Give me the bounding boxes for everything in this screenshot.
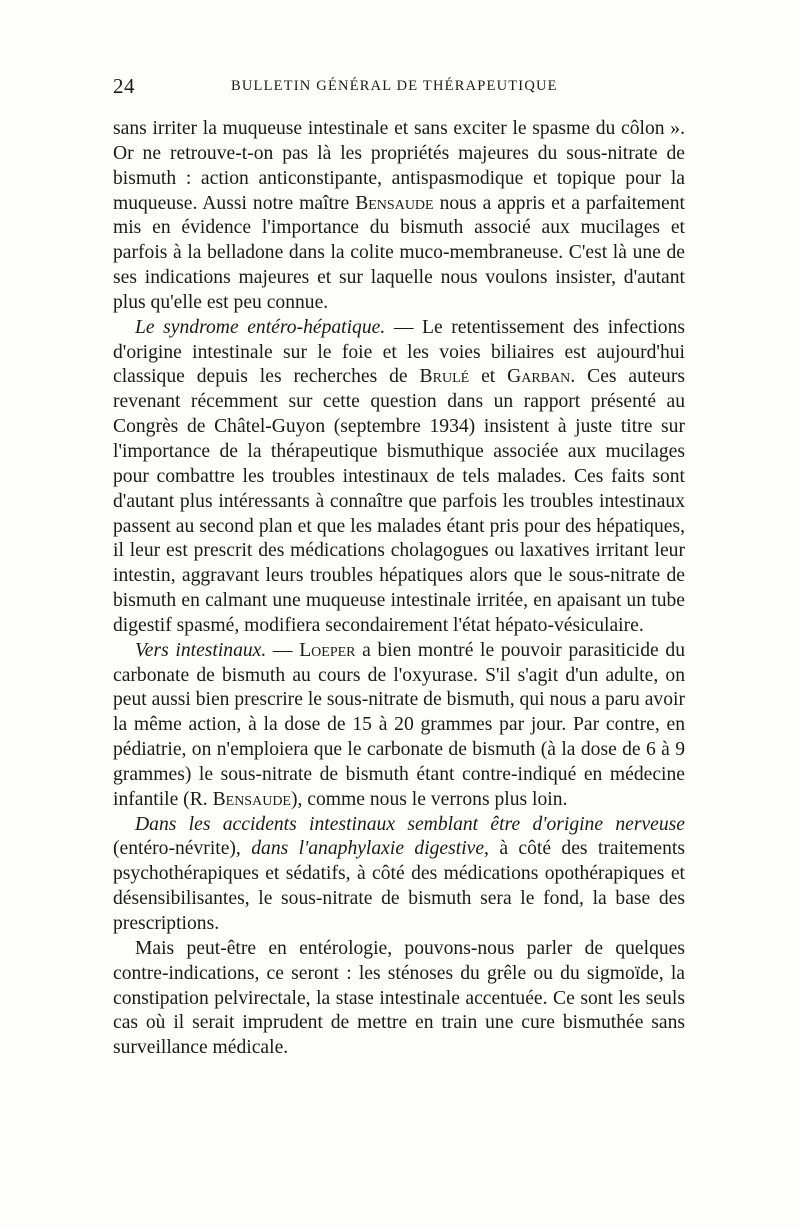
- section-title: Le syndrome entéro-hépatique.: [135, 316, 386, 338]
- author-name: Brulé: [419, 366, 470, 388]
- text-run: a bien montré le pouvoir parasiticide du carbonate de bismuth au cours de l'oxyurase. S'il s'agit d'un adulte, on peut aussi bien prescrire le sous-nitrate de bismuth, qui nous a paru avoir la même action, à la dose de 15 à 20 grammes par jour. Par contre, en pédiatrie, on n'emploiera que le carbonate de bismuth (à la dose de 6 à 9 grammes) le sous-nitrate de bismuth étant contre-indiqué en médecine infantile (R.: [113, 639, 685, 810]
- page-header: [113, 74, 683, 104]
- paragraph-accidents-nerveux: [113, 813, 685, 937]
- paragraph-contre-indications: [113, 937, 685, 1061]
- text-run: ), comme nous le verrons plus loin.: [290, 788, 568, 810]
- italic-phrase: dans l'anaphylaxie digestive: [251, 838, 485, 860]
- text-run: sans irriter la muqueuse intestinale et sans exciter le spasme du côlon ». Or ne retrouve-t-on pas là les propriétés majeures du sous-nitrate de bismuth : action anticonstipante, antispasmodique et topique pour la muqueuse. Aussi notre maître: [113, 118, 685, 214]
- author-name: Garban: [507, 366, 571, 388]
- text-run: —: [266, 639, 300, 661]
- text-run: Mais peut-être en entérologie, pouvons-nous parler de quelques contre-indications, ce seront : les sténoses du grêle ou du sigmoïde, la constipation pelvirectale, la stase intestinale accentuée. Ce sont les seuls cas où il serait imprudent de mettre en train une cure bismuthée sans surveillance médicale.: [113, 937, 685, 1059]
- running-title: BULLETIN GÉNÉRAL DE THÉRAPEUTIQUE: [231, 78, 558, 94]
- paragraph-colite: [113, 117, 685, 316]
- text-run: , à côté des traitements psychothérapiques et sédatifs, à côté des médications opothérapiques et désensibilisantes, le sous-nitrate de bismuth sera le fond, la base des prescriptions.: [113, 838, 685, 934]
- paragraph-vers-intestinaux: [113, 639, 685, 813]
- body-text: [113, 117, 685, 1061]
- author-name: Loeper: [299, 639, 356, 661]
- text-run: . Ces auteurs revenant récemment sur cette question dans un rapport présenté au Congrès de Châtel-Guyon (septembre 1934) insistent à juste titre sur l'importance de la thérapeutique bismuthique associée aux mucilages pour combattre les troubles intestinaux de tels malades. Ces faits sont d'autant plus intéressants à connaître que parfois les troubles intestinaux passent au second plan et que les malades étant pris pour des hépatiques, il leur est prescrit des médications cholagogues ou laxatives irritant leur intestin, aggravant leurs troubles hépatiques alors que le sous-nitrate de bismuth en calmant une muqueuse intestinale irritée, en apaisant un tube digestif spasmé, modifiera secondairement l'état hépato-vésiculaire.: [113, 366, 686, 636]
- author-name: Bensaude: [355, 192, 434, 214]
- italic-phrase: Dans les accidents intestinaux semblant être d'origine nerveuse: [135, 813, 685, 835]
- text-run: et: [469, 366, 508, 388]
- paragraph-entero-hepatique: [113, 316, 685, 639]
- author-name: Bensaude: [212, 788, 291, 810]
- text-run: — Le retentissement des infections d'origine intestinale sur le foie et les voies biliaires est aujourd'hui classique depuis les recherches de: [113, 316, 685, 388]
- text-run: nous a appris et a parfaitement mis en évidence l'importance du bismuth associé aux mucilages et parfois à la belladone dans la colite muco-membraneuse. C'est là une de ses indications majeures et sur laquelle nous voulons insister, d'autant plus qu'elle est peu connue.: [113, 192, 685, 313]
- text-run: (entéro-névrite),: [113, 838, 252, 860]
- section-title: Vers intestinaux.: [135, 639, 267, 661]
- page-number: 24: [113, 74, 135, 98]
